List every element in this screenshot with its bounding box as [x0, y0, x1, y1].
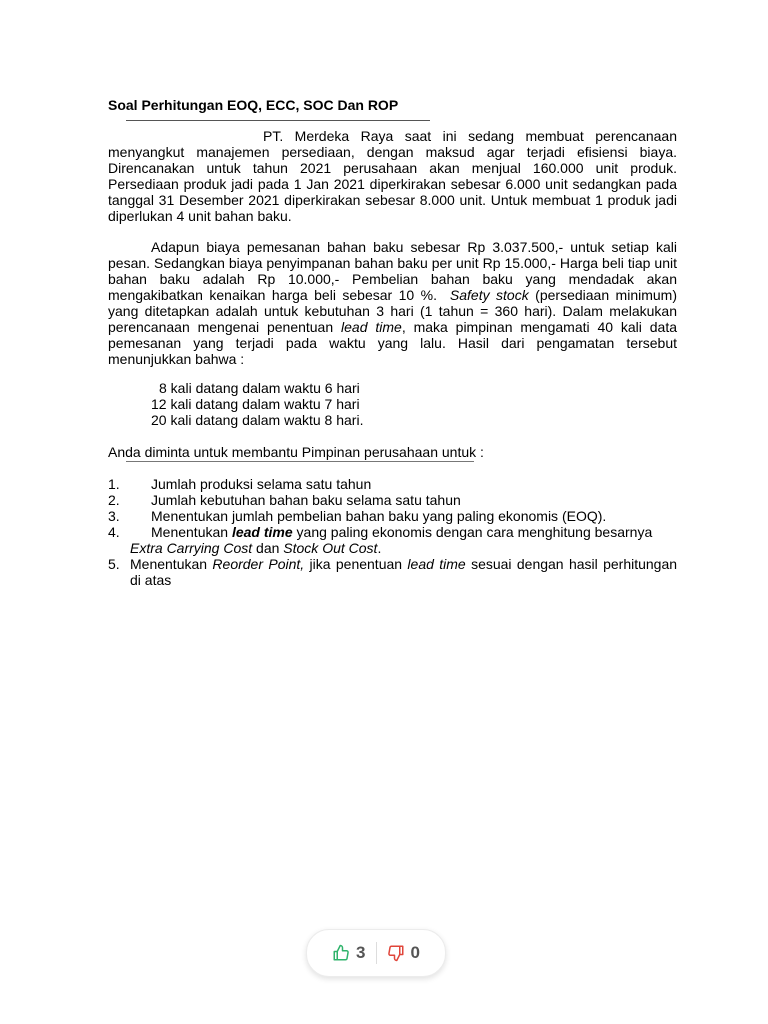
stock-out-cost-term: Stock Out Cost — [283, 540, 378, 556]
task-4-text-e: dan — [256, 540, 280, 556]
task-4-text-c: yang paling ekonomis dengan cara menghitung besarnya — [296, 524, 653, 540]
task-item-4 — [108, 524, 677, 556]
task-item-2 — [108, 492, 677, 508]
task-text: Jumlah kebutuhan bahan baku selama satu tahun — [151, 492, 461, 508]
costs-text-1: Adapun biaya pemesanan bahan baku sebesar Rp 3.037.500,- untuk setiap kali pesan. Sedangkan biaya penyimpanan bahan baku per unit Rp 15.000,- Harga beli tiap unit bahan baku adalah Rp 10.000,- Pembelian bahan baku yang mendadak akan mengakibatkan kenaikan harga beli sebesar 10 %. — [108, 239, 677, 303]
lead-time-term: lead time — [407, 556, 466, 572]
extra-carrying-cost-term: Extra Carrying Cost — [130, 540, 253, 556]
upvote-count: 3 — [356, 943, 366, 962]
observation-item: 12 kali datang dalam waktu 7 hari — [151, 396, 360, 412]
task-text: Jumlah produksi selama satu tahun — [151, 476, 372, 492]
thumbs-down-icon — [387, 944, 405, 962]
task-number: 1. — [108, 476, 120, 492]
upvote-button[interactable] — [322, 943, 375, 963]
task-item-1 — [108, 476, 677, 492]
costs-text-2: (persediaan minimum) yang ditetapkan adalah untuk kebutuhan 3 hari (1 tahun = 360 hari). Dalam melakukan perencanaan mengenai penentuan — [108, 287, 677, 335]
task-4-period: . — [377, 540, 382, 556]
observation-list — [151, 380, 451, 428]
task-text — [108, 524, 677, 540]
task-5-text-e: sesuai dengan hasil perhitungan di atas — [130, 556, 678, 588]
task-text — [108, 556, 677, 588]
task-list — [108, 476, 677, 588]
paragraph-intro: PT. Merdeka Raya saat ini sedang membuat perencanaan menyangkut manajemen persediaan, dengan maksud agar terjadi efisiensi biaya. Direncanakan untuk tahun 2021 perusahaan akan menjual 160.000 unit produk. Persediaan produk jadi pada 1 Jan 2021 diperkirakan sebesar 6.000 unit sedangkan pada tanggal 31 Desember 2021 diperkirakan sebesar 8.000 unit. Untuk membuat 1 produk jadi diperlukan 4 unit bahan baku. — [108, 128, 677, 224]
task-number: 2. — [108, 492, 120, 508]
request-underline — [126, 461, 474, 462]
reorder-point-term: Reorder Point, — [212, 556, 305, 572]
task-5-text-c: jika penentuan — [309, 556, 403, 572]
document-title: Soal Perhitungan EOQ, ECC, SOC Dan ROP — [108, 97, 399, 113]
downvote-count: 0 — [410, 943, 420, 962]
observation-item: 20 kali datang dalam waktu 8 hari. — [151, 412, 364, 428]
task-4-text-a: Menentukan — [151, 524, 229, 540]
task-5-text-a: Menentukan — [130, 556, 208, 572]
task-item-3 — [108, 508, 677, 524]
task-number: 3. — [108, 508, 120, 524]
title-underline — [126, 120, 430, 121]
vote-widget — [306, 929, 446, 977]
thumbs-up-icon — [332, 944, 350, 962]
task-number: 4. — [108, 524, 120, 540]
lead-time-term: lead time — [341, 319, 402, 335]
task-item-5 — [108, 556, 677, 588]
document-page — [108, 97, 678, 588]
task-text: Menentukan jumlah pembelian bahan baku yang paling ekonomis (EOQ). — [151, 508, 607, 524]
request-text: Anda diminta untuk membantu Pimpinan perusahaan untuk : — [108, 444, 484, 460]
downvote-button[interactable] — [377, 943, 430, 963]
task-4-continuation — [108, 540, 677, 556]
costs-text-3: , maka pimpinan mengamati 40 kali data pemesanan yang terjadi pada waktu yang lalu. Hasil dari pengamatan tersebut menunjukkan bahwa : — [108, 319, 678, 367]
lead-time-term: lead time — [231, 524, 293, 540]
task-number: 5. — [108, 556, 120, 572]
paragraph-costs — [108, 239, 677, 367]
safety-stock-term: Safety stock — [449, 287, 529, 303]
observation-item: 8 kali datang dalam waktu 6 hari — [159, 380, 360, 396]
